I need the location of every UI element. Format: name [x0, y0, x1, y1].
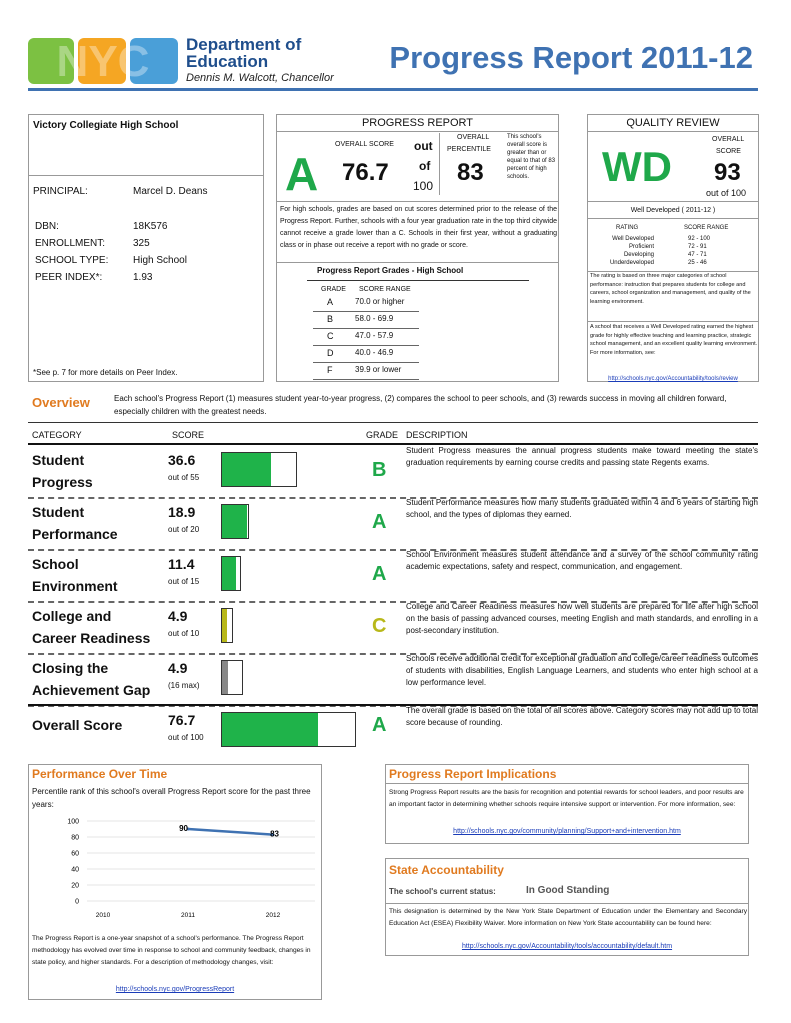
state-status: In Good Standing [526, 885, 610, 896]
state-panel [385, 858, 749, 956]
grade-range: 47.0 - 57.9 [355, 331, 394, 340]
qr-text1: The rating is based on three major categories of school performance: instruction that prepares students for college and careers, school organization and management, and quality of the learning environment. [590, 273, 751, 305]
category-bar-fill [222, 661, 228, 694]
out-word: out [414, 139, 433, 153]
category-out-of: out of 55 [168, 473, 200, 482]
header-rule [28, 88, 758, 91]
category-bar [221, 504, 249, 539]
qr-overall-label1: OVERALL [712, 136, 745, 143]
percentile-label2: PERCENTILE [447, 146, 491, 153]
chart-ytick-label: 20 [71, 882, 79, 890]
qr-rating-name: Well Developed [612, 236, 654, 242]
category-desc: Student Progress measures the annual progress students make toward meeting the state's graduation requirements by earning course credits and passing state Regents exams. [406, 446, 758, 467]
qr-rating-name: Developing [623, 252, 654, 258]
school-name: Victory Collegiate High School [33, 120, 179, 131]
chart-xtick-label: 2012 [265, 912, 281, 919]
category-desc: Student Performance measures how many students graduated within 4 and 6 years of starting high school, and the types of diplomas they earned. [406, 498, 758, 519]
divider [29, 175, 263, 176]
dept-line1: Department of [186, 35, 302, 54]
dept-line2: Education [186, 52, 269, 71]
category-desc: College and Career Readiness measures how well students are prepared for life after high school on the basis of passing advanced courses, meeting English and math standards, and enrolling in a post-secondary institution. [406, 602, 758, 635]
performance-chart [29, 813, 323, 923]
quality-review-heading: QUALITY REVIEW [588, 115, 758, 132]
grade-row-line [313, 345, 419, 346]
implications-text: Strong Progress Report results are the basis for recognition and potential rewards for school leaders, and poor results are an important factor in determining whether schools require intensive support or intervention. For more information, see: [389, 789, 744, 808]
category-name: Student [32, 452, 85, 468]
category-score: 4.9 [168, 660, 188, 676]
qr-rating-name: Underdeveloped [609, 260, 654, 266]
grade-letter: D [327, 348, 334, 358]
implications-link[interactable]: http://schools.nyc.gov/community/planning/Support+and+intervention.htm [453, 828, 681, 835]
peer-value: 1.93 [133, 272, 153, 283]
category-desc: Schools receive additional credit for exceptional graduation and college/career readiness outcomes of students with disabilities, English Language Learners, and students who enter high school at a low performance level. [406, 654, 758, 687]
grade-row-line [313, 328, 419, 329]
state-title: State Accountability [389, 863, 504, 877]
overall-grade: A [285, 148, 319, 200]
qr-text2: A school that receives a Well Developed rating earned the highest grade for highly effective teaching and learning practice, strategic school management, and an excellent quality learning environment. For more information, see: [590, 324, 758, 356]
category-bar [221, 452, 297, 487]
hundred: 100 [413, 179, 434, 193]
performance-note: The Progress Report is a one-year snapshot of a school's performance. The Progress Report methodology has evolved over time in response to school and community feedback, changes in state policy, and higher standards. For a description of methodology changes, visit: [32, 935, 311, 966]
quality-review-box [587, 114, 759, 382]
qr-rating-range: 25 - 46 [688, 260, 707, 266]
dept-heading [186, 36, 334, 84]
chart-point-label: 90 [179, 824, 188, 833]
chancellor: Dennis M. Walcott, Chancellor [186, 72, 334, 84]
performance-panel [28, 764, 322, 1000]
chart-ytick-label: 0 [75, 898, 79, 906]
qr-score: 93 [714, 159, 741, 186]
col-category: CATEGORY [32, 430, 82, 440]
page-title: Progress Report 2011-12 [389, 40, 753, 75]
chart-ytick-label: 40 [71, 866, 79, 874]
peer-label: PEER INDEX*: [35, 272, 103, 283]
qr-rating-name: Proficient [628, 244, 654, 250]
category-grade: B [372, 459, 387, 481]
category-score: 4.9 [168, 608, 188, 624]
grade-range: 58.0 - 69.9 [355, 314, 394, 323]
category-bar-fill [222, 453, 271, 486]
implications-title: Progress Report Implications [389, 767, 557, 781]
category-bar-fill [222, 505, 247, 538]
category-name: College and [32, 608, 112, 624]
category-score: 11.4 [168, 556, 195, 572]
grade-col-header: GRADE [321, 286, 346, 293]
category-name-line2: Achievement Gap [32, 682, 151, 698]
enrollment-value: 325 [133, 238, 150, 249]
implications-panel [385, 764, 749, 844]
category-out-of: out of 20 [168, 525, 200, 534]
progress-report-box [276, 114, 559, 382]
enrollment-label: ENROLLMENT: [35, 238, 106, 249]
performance-link[interactable]: http://schools.nyc.gov/ProgressReport [115, 986, 235, 993]
qr-rating: WD [602, 143, 672, 190]
category-name-line2: Progress [32, 474, 93, 490]
chart-ytick-label: 80 [71, 834, 79, 842]
grade-range: 70.0 or higher [355, 297, 405, 306]
overview-label: Overview [32, 395, 90, 410]
qr-link[interactable]: http://schools.nyc.gov/Accountability/tools/review [608, 376, 738, 382]
qr-rating-range: 47 - 71 [688, 252, 707, 258]
state-text: This designation is determined by the New York State Department of Education under the Elementary and Secondary Education Act (ESEA) Flexibility Waiver. More information on New York State accountability can be found here: [389, 908, 747, 927]
category-bar [221, 556, 241, 591]
qr-rating-range: 72 - 91 [688, 244, 707, 250]
category-name: School [32, 556, 79, 572]
state-link[interactable]: http://schools.nyc.gov/Accountability/tools/accountability/default.htm [461, 943, 673, 950]
category-out-of: out of 15 [168, 577, 200, 586]
chart-xtick-label: 2010 [95, 912, 111, 919]
category-desc: School Environment measures student attendance and a survey of the school community rating academic expectations, safety and respect, communication, and engagement. [406, 550, 758, 571]
category-out-of: (16 max) [168, 681, 200, 690]
qr-rating-col: RATING [616, 225, 639, 231]
chart-ytick-label: 100 [67, 818, 79, 826]
category-grade: C [372, 615, 387, 637]
overall-desc: The overall grade is based on the total of all scores above. Category scores may not add up to total score because of rounding. [406, 706, 758, 727]
percentile-label1: OVERALL [457, 134, 490, 141]
dbn-label: DBN: [35, 221, 59, 232]
qr-range-col: SCORE RANGE [684, 225, 729, 231]
overview-text: Each school's Progress Report (1) measures student year-to-year progress, (2) compares the school to peer schools, and (3) rewards success in moving all children forward, especially children with the greatest needs. [114, 394, 727, 416]
range-col-header: SCORE RANGE [359, 286, 411, 293]
grade-policy-note: For high schools, grades are based on cut scores determined prior to the release of the Progress Report. Further, schools with a four year graduation rate in the top third citywide cannot receive a grade lower than a C. Schools in their first year, without a graduating class or in phase out receive a report with no grade or score. [280, 206, 557, 249]
category-name-line2: Performance [32, 526, 118, 542]
grades-table-title: Progress Report Grades - High School [317, 266, 464, 275]
performance-title: Performance Over Time [32, 767, 168, 781]
category-score: 36.6 [168, 452, 196, 468]
overall-out-of: out of 100 [168, 733, 204, 742]
performance-subtitle: Percentile rank of this school's overall Progress Report score for the past three years: [32, 787, 311, 809]
category-name-line2: Career Readiness [32, 630, 151, 646]
category-grade: A [372, 563, 387, 585]
category-out-of: out of 10 [168, 629, 200, 638]
overall-bar-fill [222, 713, 318, 746]
overall-bar [221, 712, 356, 747]
grade-letter: B [327, 314, 334, 324]
logo-text: NYC [56, 37, 150, 86]
chart-series-line [188, 829, 273, 835]
overall-score-value: 76.7 [342, 159, 389, 186]
overall-score-label: OVERALL SCORE [335, 141, 394, 148]
state-status-label: The school's current status: [389, 887, 496, 896]
category-name: Closing the [32, 660, 109, 676]
category-score: 18.9 [168, 504, 196, 520]
category-bar [221, 660, 243, 695]
col-score: SCORE [172, 430, 205, 440]
overall-score: 76.7 [168, 712, 196, 728]
category-grade: A [372, 511, 387, 533]
col-description: DESCRIPTION [406, 430, 468, 440]
category-name: Student [32, 504, 85, 520]
principal-label: PRINCIPAL: [33, 186, 88, 197]
progress-report-heading: PROGRESS REPORT [277, 115, 558, 132]
category-bar [221, 608, 233, 643]
grade-letter: C [327, 331, 334, 341]
nyc-logo [28, 36, 180, 86]
grade-letter: A [327, 297, 334, 307]
chart-point-label: 83 [270, 829, 279, 839]
percentile-value: 83 [457, 159, 484, 186]
chart-ytick-label: 60 [71, 850, 79, 858]
category-bar-fill [222, 557, 236, 590]
principal-value: Marcel D. Deans [133, 186, 208, 197]
grade-range: 40.0 - 46.9 [355, 348, 394, 357]
dbn-value: 18K576 [133, 221, 168, 232]
qr-overall-label2: SCORE [716, 148, 741, 155]
category-name-line2: Environment [32, 578, 118, 594]
type-label: SCHOOL TYPE: [35, 255, 109, 266]
col-grade: GRADE [366, 430, 399, 440]
qr-rating-range: 92 - 100 [688, 236, 711, 242]
grade-range: 39.9 or lower [355, 365, 402, 374]
grade-letter: F [327, 365, 333, 375]
grade-row-line [313, 311, 419, 312]
category-bar-fill [222, 609, 227, 642]
school-info-box [28, 114, 264, 382]
grade-row-line [313, 362, 419, 363]
qr-out-of: out of 100 [706, 188, 747, 198]
type-value: High School [133, 255, 187, 266]
chart-xtick-label: 2011 [181, 912, 195, 919]
grade-row-line [313, 379, 419, 380]
peer-footnote: *See p. 7 for more details on Peer Index. [33, 368, 178, 377]
overall-name: Overall Score [32, 717, 123, 733]
of-word: of [419, 159, 431, 173]
percentile-note: This school's overall score is greater than or equal to that of 83 percent of high schools. [507, 134, 556, 180]
overall-grade-letter: A [372, 714, 387, 736]
qr-rating-text: Well Developed ( 2011-12 ) [630, 207, 716, 214]
